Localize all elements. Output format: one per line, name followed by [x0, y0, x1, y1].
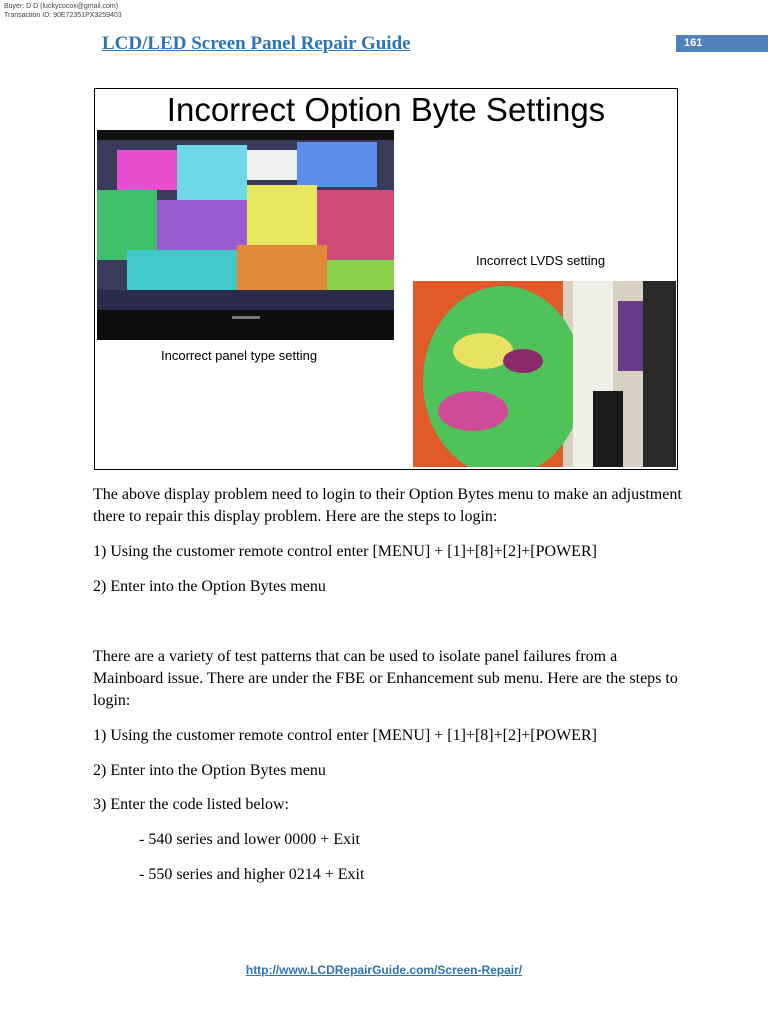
lvds-caption: Incorrect LVDS setting	[476, 253, 606, 268]
panel-type-caption: Incorrect panel type setting	[161, 348, 318, 363]
intro-paragraph	[93, 484, 683, 528]
step-enter-code: 3) Enter the code listed below:	[93, 796, 289, 813]
step-remote-1: 1) Using the customer remote control enter [MENU] + [1]+[8]+[2]+[POWER]	[93, 543, 597, 560]
code-550-series: - 550 series and higher 0214 + Exit	[139, 866, 365, 883]
page-number-badge: 161	[676, 35, 768, 52]
watermark-buyer: Buyer: D D (luckycocox@gmail.com)	[4, 3, 119, 10]
figure-title: Incorrect Option Byte Settings	[166, 91, 606, 128]
footer-url-link[interactable]: http://www.LCDRepairGuide.com/Screen-Repair/	[245, 963, 523, 977]
test-pattern-paragraph	[93, 646, 683, 712]
watermark-transaction: Transaction ID: 90E72351PX3259403	[4, 12, 122, 19]
step-option-bytes-2: 2) Enter into the Option Bytes menu	[93, 762, 326, 779]
buyer-watermark	[4, 2, 122, 20]
intro-text: The above display problem need to login to their Option Bytes menu to make an adjustment there to repair this display problem. Here are the steps to login:	[93, 486, 682, 525]
page-header-title[interactable]: LCD/LED Screen Panel Repair Guide	[102, 33, 411, 54]
option-byte-figure	[94, 88, 678, 470]
test-pattern-text: There are a variety of test patterns that can be used to isolate panel failures from a Mainboard issue. There are under the FBE or Enhancement sub menu. Here are the steps to login:	[93, 648, 678, 709]
code-540-series: - 540 series and lower 0000 + Exit	[139, 831, 360, 848]
panel-type-photo	[97, 130, 394, 340]
step-option-bytes-1: 2) Enter into the Option Bytes menu	[93, 578, 326, 595]
lvds-photo	[413, 281, 676, 467]
step-remote-2: 1) Using the customer remote control enter [MENU] + [1]+[8]+[2]+[POWER]	[93, 727, 597, 744]
